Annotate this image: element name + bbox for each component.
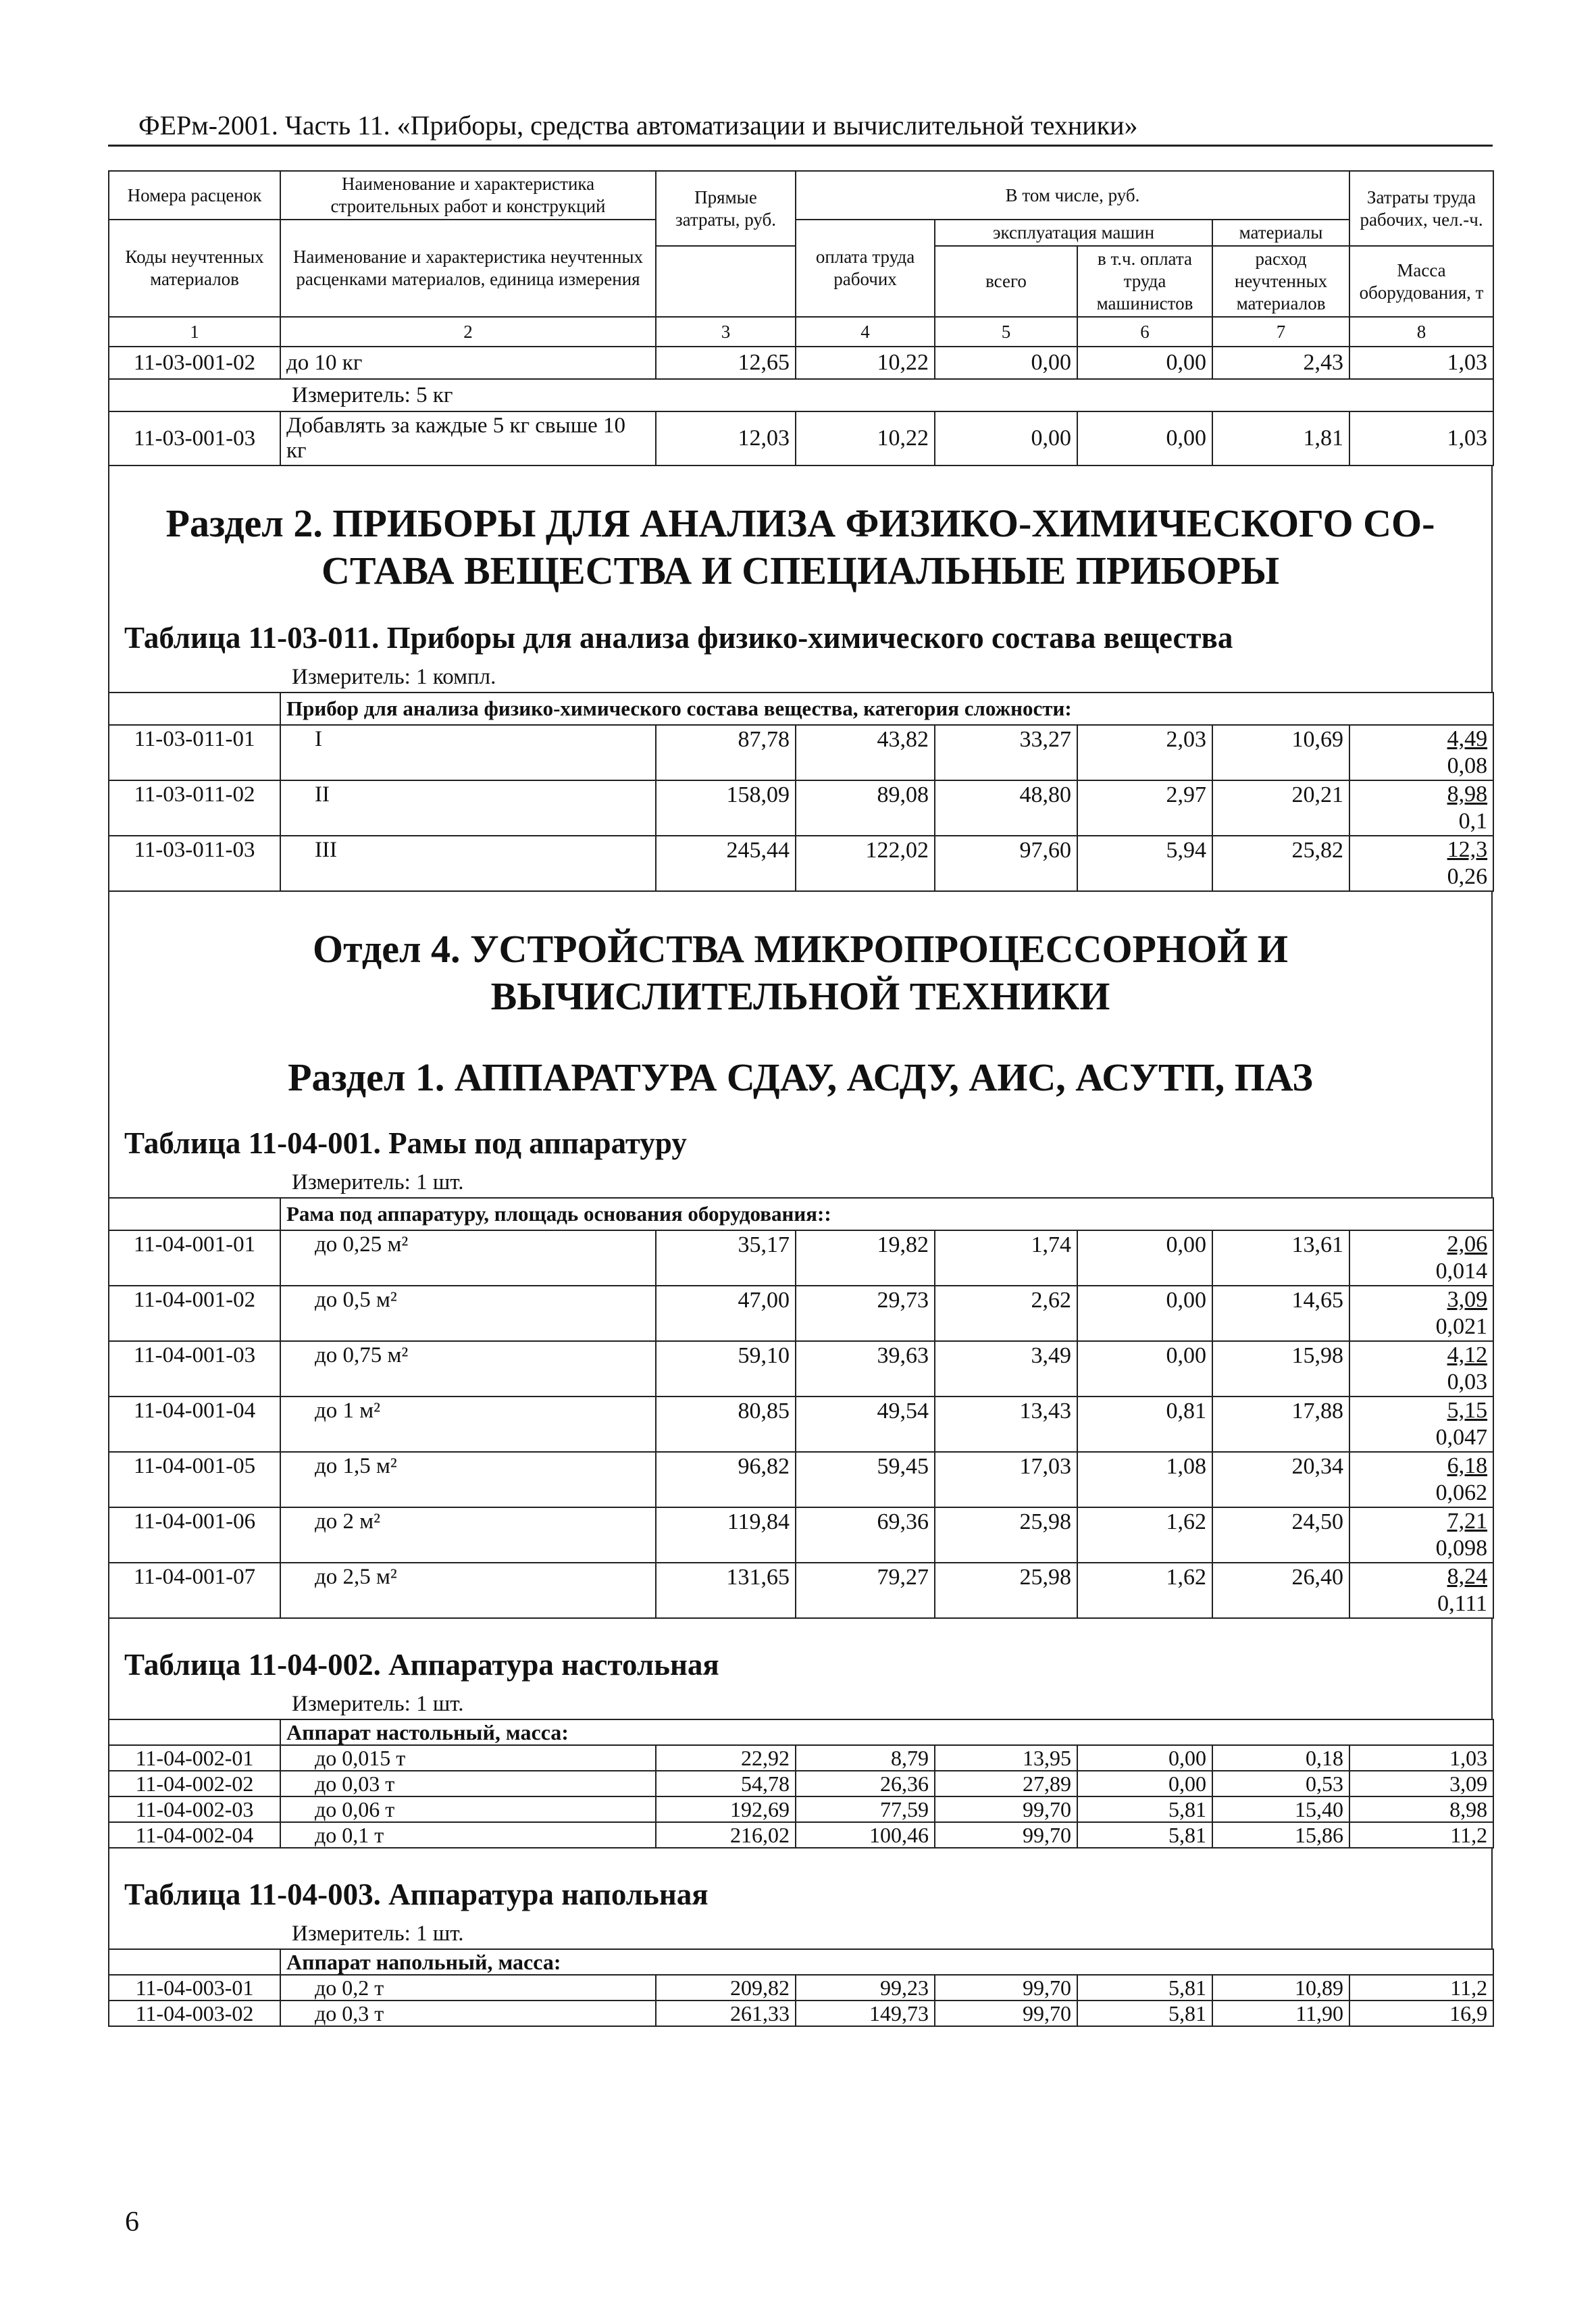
col-materials: материалы xyxy=(1212,220,1349,246)
value-cell: 0,00 xyxy=(1077,411,1212,466)
value-cell: 0,00 xyxy=(1077,1341,1212,1397)
labor-mass-cell xyxy=(1349,1397,1493,1452)
table-row xyxy=(109,1286,1493,1341)
value-cell: 1,74 xyxy=(935,1230,1077,1286)
value-cell: 20,34 xyxy=(1212,1452,1349,1507)
subhead-row xyxy=(109,1949,1493,1975)
table-011-title: Таблица 11-03-011. Приборы для анализа физико-химического состава вещества xyxy=(124,621,1233,655)
value-cell: 80,85 xyxy=(656,1397,796,1452)
value-cell: 99,70 xyxy=(935,2001,1077,2026)
table-row xyxy=(109,347,1493,379)
mass-value: 0,098 xyxy=(1435,1536,1488,1561)
value-cell: 26,36 xyxy=(796,1771,935,1796)
table-row xyxy=(109,1822,1493,1848)
table-row xyxy=(109,2001,1493,2026)
value-cell: 2,62 xyxy=(935,1286,1077,1341)
value-cell: 10,89 xyxy=(1212,1975,1349,2001)
col-in-total: В том числе, руб. xyxy=(796,171,1349,220)
labor-value: 4,12 xyxy=(1447,1342,1488,1367)
section2-title-line1: Раздел 2. ПРИБОРЫ ДЛЯ АНАЛИЗА ФИЗИКО-ХИМИЧЕСКОГО СО- xyxy=(165,501,1435,545)
subhead-text: Аппарат настольный, масса: xyxy=(280,1719,1493,1745)
value-cell: 96,82 xyxy=(656,1452,796,1507)
labor-mass-cell xyxy=(1349,725,1493,780)
department4-title-line2: ВЫЧИСЛИТЕЛЬНОЙ ТЕХНИКИ xyxy=(490,974,1110,1018)
rate-name: до 2,5 м² xyxy=(280,1563,656,1618)
value-cell: 99,70 xyxy=(935,1822,1077,1848)
value-cell: 54,78 xyxy=(656,1771,796,1796)
labor-mass-cell xyxy=(1349,836,1493,891)
value-cell: 8,98 xyxy=(1349,1796,1493,1822)
column-number: 1 xyxy=(109,317,280,347)
value-cell: 12,03 xyxy=(656,411,796,466)
value-cell: 99,23 xyxy=(796,1975,935,2001)
value-cell: 131,65 xyxy=(656,1563,796,1618)
value-cell: 1,62 xyxy=(1077,1563,1212,1618)
mass-value: 0,021 xyxy=(1435,1314,1488,1339)
table-row xyxy=(109,1230,1493,1286)
measure-row xyxy=(109,379,1493,411)
rate-name: I xyxy=(280,725,656,780)
labor-value: 6,18 xyxy=(1447,1453,1488,1478)
labor-value: 12,3 xyxy=(1447,837,1488,862)
labor-value: 2,06 xyxy=(1447,1232,1488,1257)
value-cell: 49,54 xyxy=(796,1397,935,1452)
col-materials-consumption: расход неучтенных материалов xyxy=(1212,246,1349,317)
value-cell: 0,53 xyxy=(1212,1771,1349,1796)
table-row xyxy=(109,1452,1493,1507)
labor-cost-label: Затраты труда рабочих, чел.-ч. xyxy=(1360,186,1483,230)
rate-code: 11-03-011-01 xyxy=(109,725,280,780)
table-row xyxy=(109,1796,1493,1822)
value-cell: 10,22 xyxy=(796,347,935,379)
value-cell: 11,90 xyxy=(1212,2001,1349,2026)
value-cell: 13,95 xyxy=(935,1745,1077,1771)
rate-code: 11-04-001-02 xyxy=(109,1286,280,1341)
subhead-text: Рама под аппаратуру, площадь основания оборудования:: xyxy=(280,1198,1493,1230)
col-machines: эксплуатация машин xyxy=(935,220,1212,246)
col-equipment-mass: Масса оборудования, т xyxy=(1349,246,1493,317)
subhead-spacer xyxy=(109,1949,280,1975)
subhead-text: Аппарат напольный, масса: xyxy=(280,1949,1493,1975)
col-direct-costs: Прямые затраты, руб. xyxy=(656,171,796,246)
value-cell: 8,79 xyxy=(796,1745,935,1771)
value-cell: 11,2 xyxy=(1349,1822,1493,1848)
rate-name: Добавлять за каждые 5 кг свыше 10 кг xyxy=(280,411,656,466)
value-cell: 100,46 xyxy=(796,1822,935,1848)
value-cell: 0,00 xyxy=(1077,347,1212,379)
value-cell: 5,81 xyxy=(1077,1822,1212,1848)
value-cell: 43,82 xyxy=(796,725,935,780)
value-cell: 0,00 xyxy=(935,411,1077,466)
rate-code: 11-04-002-01 xyxy=(109,1745,280,1771)
rate-code: 11-04-001-03 xyxy=(109,1341,280,1397)
table-row xyxy=(109,1975,1493,2001)
labor-mass-cell xyxy=(1349,1230,1493,1286)
value-cell: 0,81 xyxy=(1077,1397,1212,1452)
value-cell: 2,43 xyxy=(1212,347,1349,379)
rate-code: 11-04-001-05 xyxy=(109,1452,280,1507)
department4-section1-title: Раздел 1. АППАРАТУРА СДАУ, АСДУ, АИС, АСУТП, ПАЗ xyxy=(288,1055,1313,1099)
col-labor-costs xyxy=(1349,171,1493,246)
value-cell: 192,69 xyxy=(656,1796,796,1822)
column-number: 5 xyxy=(935,317,1077,347)
department4-block xyxy=(108,892,1493,1197)
subhead-spacer xyxy=(109,1719,280,1745)
column-number: 6 xyxy=(1077,317,1212,347)
value-cell: 10,22 xyxy=(796,411,935,466)
value-cell: 14,65 xyxy=(1212,1286,1349,1341)
value-cell: 24,50 xyxy=(1212,1507,1349,1563)
labor-mass-cell xyxy=(1349,1286,1493,1341)
column-number: 3 xyxy=(656,317,796,347)
value-cell: 77,59 xyxy=(796,1796,935,1822)
table-002-measure: Измеритель: 1 шт. xyxy=(292,1692,464,1716)
value-cell: 15,40 xyxy=(1212,1796,1349,1822)
col-labor-pay: оплата труда рабочих xyxy=(796,220,935,317)
value-cell: 47,00 xyxy=(656,1286,796,1341)
mass-value: 0,111 xyxy=(1437,1591,1488,1616)
value-cell: 27,89 xyxy=(935,1771,1077,1796)
value-cell: 261,33 xyxy=(656,2001,796,2026)
value-cell: 15,98 xyxy=(1212,1341,1349,1397)
rate-code: 11-04-001-04 xyxy=(109,1397,280,1452)
rate-code: 11-04-001-07 xyxy=(109,1563,280,1618)
mass-value: 0,03 xyxy=(1447,1369,1488,1394)
col-work-description: Наименование и характеристика строительных работ и конструкций xyxy=(280,171,656,220)
value-cell: 1,62 xyxy=(1077,1507,1212,1563)
value-cell: 122,02 xyxy=(796,836,935,891)
table-002-title: Таблица 11-04-002. Аппаратура настольная xyxy=(124,1648,719,1682)
value-cell: 0,00 xyxy=(1077,1771,1212,1796)
value-cell: 97,60 xyxy=(935,836,1077,891)
subhead-spacer xyxy=(109,693,280,725)
rate-code: 11-03-001-02 xyxy=(109,347,280,379)
value-cell: 13,43 xyxy=(935,1397,1077,1452)
table-row xyxy=(109,836,1493,891)
table-row xyxy=(109,780,1493,836)
value-cell: 0,00 xyxy=(1077,1745,1212,1771)
value-cell: 99,70 xyxy=(935,1975,1077,2001)
col-rate-numbers: Номера расценок xyxy=(109,171,280,220)
value-cell: 17,88 xyxy=(1212,1397,1349,1452)
rate-code: 11-04-001-01 xyxy=(109,1230,280,1286)
labor-mass-cell xyxy=(1349,1507,1493,1563)
rate-code: 11-04-002-03 xyxy=(109,1796,280,1822)
value-cell: 245,44 xyxy=(656,836,796,891)
value-cell: 3,49 xyxy=(935,1341,1077,1397)
value-cell: 87,78 xyxy=(656,725,796,780)
rate-code: 11-03-011-02 xyxy=(109,780,280,836)
rate-code: 11-03-011-03 xyxy=(109,836,280,891)
section2-title-line2: СТАВА ВЕЩЕСТВА И СПЕЦИАЛЬНЫЕ ПРИБОРЫ xyxy=(321,549,1280,593)
table-row xyxy=(109,1745,1493,1771)
table-row xyxy=(109,1507,1493,1563)
value-cell: 12,65 xyxy=(656,347,796,379)
labor-value: 4,49 xyxy=(1447,726,1488,751)
value-cell: 13,61 xyxy=(1212,1230,1349,1286)
labor-value: 7,21 xyxy=(1447,1509,1488,1534)
value-cell: 29,73 xyxy=(796,1286,935,1341)
value-cell: 69,36 xyxy=(796,1507,935,1563)
value-cell: 10,69 xyxy=(1212,725,1349,780)
col-machines-total: всего xyxy=(935,246,1077,317)
table-row xyxy=(109,411,1493,466)
value-cell: 1,81 xyxy=(1212,411,1349,466)
value-cell: 149,73 xyxy=(796,2001,935,2026)
value-cell: 5,81 xyxy=(1077,1796,1212,1822)
column-number-row xyxy=(109,317,1493,347)
labor-value: 5,15 xyxy=(1447,1398,1488,1423)
value-cell: 59,45 xyxy=(796,1452,935,1507)
value-cell: 0,00 xyxy=(1077,1286,1212,1341)
rate-name: до 10 кг xyxy=(280,347,656,379)
value-cell: 5,94 xyxy=(1077,836,1212,891)
value-cell: 25,82 xyxy=(1212,836,1349,891)
value-cell: 15,86 xyxy=(1212,1822,1349,1848)
table-row xyxy=(109,1563,1493,1618)
rate-name: до 0,75 м² xyxy=(280,1341,656,1397)
value-cell: 119,84 xyxy=(656,1507,796,1563)
rate-code: 11-04-002-02 xyxy=(109,1771,280,1796)
value-cell: 17,03 xyxy=(935,1452,1077,1507)
value-cell: 3,09 xyxy=(1349,1771,1493,1796)
subhead-row xyxy=(109,693,1493,725)
column-number: 4 xyxy=(796,317,935,347)
value-cell: 5,81 xyxy=(1077,2001,1212,2026)
col-direct-costs-spacer xyxy=(656,246,796,317)
labor-value: 3,09 xyxy=(1447,1287,1488,1312)
rate-name: до 1 м² xyxy=(280,1397,656,1452)
value-cell: 1,03 xyxy=(1349,1745,1493,1771)
value-cell: 158,09 xyxy=(656,780,796,836)
page-content xyxy=(108,170,1493,2027)
labor-value: 8,24 xyxy=(1447,1564,1488,1589)
value-cell: 0,00 xyxy=(935,347,1077,379)
rates-header-table xyxy=(108,170,1494,466)
subhead-row xyxy=(109,1198,1493,1230)
rate-name: II xyxy=(280,780,656,836)
mass-value: 0,062 xyxy=(1435,1480,1488,1505)
mass-value: 0,1 xyxy=(1458,809,1488,834)
running-header: ФЕРм-2001. Часть 11. «Приборы, средства автоматизации и вычислительной техники» xyxy=(138,110,1138,141)
col-machines-labor: в т.ч. оплата труда машинистов xyxy=(1077,246,1212,317)
table-003-measure: Измеритель: 1 шт. xyxy=(292,1921,464,1946)
table-003-block xyxy=(108,1848,1493,1948)
labor-value: 8,98 xyxy=(1447,782,1488,807)
section2-title xyxy=(109,466,1491,620)
value-cell: 39,63 xyxy=(796,1341,935,1397)
value-cell: 79,27 xyxy=(796,1563,935,1618)
value-cell: 35,17 xyxy=(656,1230,796,1286)
header-rule xyxy=(108,145,1493,147)
value-cell: 216,02 xyxy=(656,1822,796,1848)
table-row xyxy=(109,1771,1493,1796)
value-cell: 89,08 xyxy=(796,780,935,836)
mass-value: 0,26 xyxy=(1447,864,1488,889)
column-number: 7 xyxy=(1212,317,1349,347)
table-001 xyxy=(108,1197,1494,1619)
value-cell: 26,40 xyxy=(1212,1563,1349,1618)
column-number: 8 xyxy=(1349,317,1493,347)
value-cell: 16,9 xyxy=(1349,2001,1493,2026)
value-cell: 48,80 xyxy=(935,780,1077,836)
table-row xyxy=(109,725,1493,780)
table-002 xyxy=(108,1719,1494,1848)
value-cell: 1,08 xyxy=(1077,1452,1212,1507)
table-003 xyxy=(108,1948,1494,2027)
table-001-title: Таблица 11-04-001. Рамы под аппаратуру xyxy=(124,1126,687,1160)
rate-code: 11-04-002-04 xyxy=(109,1822,280,1848)
subhead-spacer xyxy=(109,1198,280,1230)
rate-name: до 2 м² xyxy=(280,1507,656,1563)
section2-block xyxy=(108,466,1493,692)
value-cell: 22,92 xyxy=(656,1745,796,1771)
table-002-block xyxy=(108,1619,1493,1719)
rate-name: до 0,015 т xyxy=(280,1745,656,1771)
value-cell: 1,03 xyxy=(1349,347,1493,379)
rate-name: до 0,25 м² xyxy=(280,1230,656,1286)
table-row xyxy=(109,1341,1493,1397)
value-cell: 25,98 xyxy=(935,1563,1077,1618)
value-cell: 59,10 xyxy=(656,1341,796,1397)
labor-mass-cell xyxy=(1349,1341,1493,1397)
rate-code: 11-03-001-03 xyxy=(109,411,280,466)
rate-code: 11-04-003-01 xyxy=(109,1975,280,2001)
value-cell: 33,27 xyxy=(935,725,1077,780)
value-cell: 11,2 xyxy=(1349,1975,1493,2001)
rate-name: до 0,03 т xyxy=(280,1771,656,1796)
value-cell: 2,97 xyxy=(1077,780,1212,836)
column-number: 2 xyxy=(280,317,656,347)
rate-name: до 0,5 м² xyxy=(280,1286,656,1341)
rate-code: 11-04-001-06 xyxy=(109,1507,280,1563)
mass-value: 0,014 xyxy=(1435,1259,1488,1284)
rate-name: III xyxy=(280,836,656,891)
col-material-codes: Коды неучтенных материалов xyxy=(109,220,280,317)
subhead-text: Прибор для анализа физико-химического состава вещества, категория сложности: xyxy=(280,693,1493,725)
page-number: 6 xyxy=(125,2207,139,2238)
department4-title xyxy=(109,892,1491,1027)
department4-title-line1: Отдел 4. УСТРОЙСТВА МИКРОПРОЦЕССОРНОЙ И xyxy=(313,927,1288,971)
labor-mass-cell xyxy=(1349,780,1493,836)
rate-name: до 1,5 м² xyxy=(280,1452,656,1507)
labor-mass-cell xyxy=(1349,1452,1493,1507)
table-row xyxy=(109,1397,1493,1452)
value-cell: 1,03 xyxy=(1349,411,1493,466)
rate-code: 11-04-003-02 xyxy=(109,2001,280,2026)
value-cell: 209,82 xyxy=(656,1975,796,2001)
value-cell: 0,00 xyxy=(1077,1230,1212,1286)
rate-name: до 0,2 т xyxy=(280,1975,656,2001)
value-cell: 25,98 xyxy=(935,1507,1077,1563)
mass-value: 0,047 xyxy=(1435,1425,1488,1450)
rate-name: до 0,1 т xyxy=(280,1822,656,1848)
rate-name: до 0,06 т xyxy=(280,1796,656,1822)
value-cell: 5,81 xyxy=(1077,1975,1212,2001)
col-material-description: Наименование и характеристика неучтенных расценками материалов, единица измерения xyxy=(280,220,656,317)
measure-cell: Измеритель: 5 кг xyxy=(109,379,1493,411)
value-cell: 2,03 xyxy=(1077,725,1212,780)
value-cell: 20,21 xyxy=(1212,780,1349,836)
labor-mass-cell xyxy=(1349,1563,1493,1618)
subhead-row xyxy=(109,1719,1493,1745)
mass-value: 0,08 xyxy=(1447,753,1488,778)
value-cell: 0,18 xyxy=(1212,1745,1349,1771)
rate-name: до 0,3 т xyxy=(280,2001,656,2026)
value-cell: 19,82 xyxy=(796,1230,935,1286)
value-cell: 99,70 xyxy=(935,1796,1077,1822)
table-011-measure: Измеритель: 1 компл. xyxy=(292,665,496,689)
table-001-measure: Измеритель: 1 шт. xyxy=(292,1170,464,1194)
table-011 xyxy=(108,692,1494,892)
table-003-title: Таблица 11-04-003. Аппаратура напольная xyxy=(124,1878,709,1911)
